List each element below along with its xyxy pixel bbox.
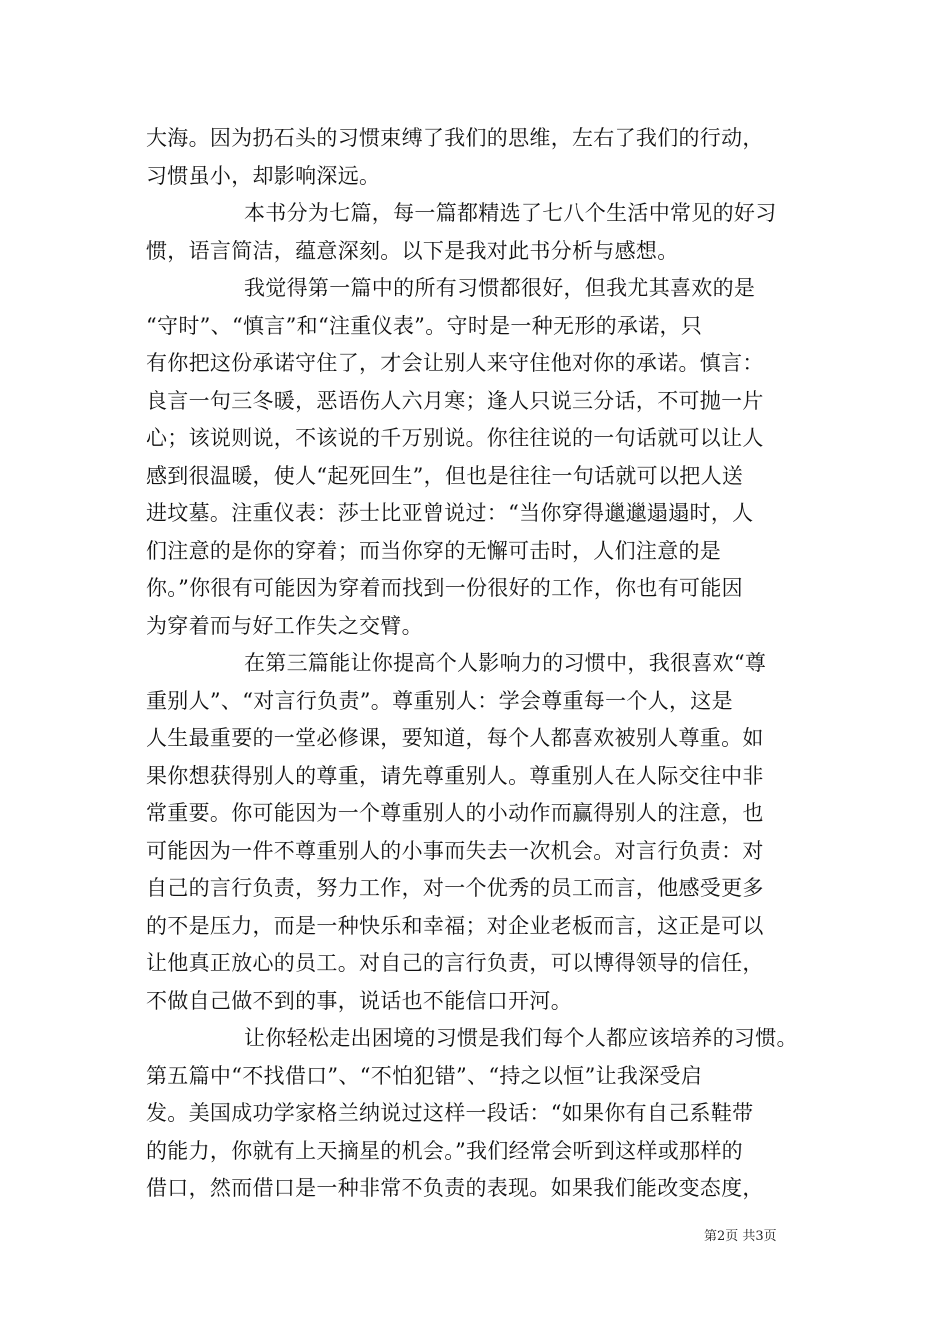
text-line: 让他真正放心的员工。对自己的言行负责，可以博得领导的信任， [146, 951, 764, 975]
text-line: 第五篇中“不找借口”、“不怕犯错”、“持之以恒”让我深受启 [146, 1063, 703, 1088]
text-line: 在第三篇能让你提高个人影响力的习惯中，我很喜欢“尊 [244, 651, 767, 675]
text-line: 心；该说则说，不该说的千万别说。你往往说的一句话就可以让人 [146, 426, 764, 450]
body-text [146, 120, 806, 1208]
text-line: 发。美国成功学家格兰纳说过这样一段话：“如果你有自己系鞋带 [146, 1101, 754, 1125]
text-line: 感到很温暖，使人“起死回生”，但也是往往一句话就可以把人送 [146, 463, 744, 488]
text-line: 自己的言行负责，努力工作，对一个优秀的员工而言，他感受更多 [146, 876, 764, 900]
text-line: 惯，语言简洁，蕴意深刻。以下是我对此书分析与感想。 [146, 238, 679, 263]
text-line: 果你想获得别人的尊重，请先尊重别人。尊重别人在人际交往中非 [146, 763, 764, 788]
text-line: 们注意的是你的穿着；而当你穿的无懈可击时，人们注意的是 [146, 538, 722, 563]
text-line: 让你轻松走出困境的习惯是我们每个人都应该培养的习惯。 [244, 1026, 798, 1050]
text-line: 我觉得第一篇中的所有习惯都很好，但我尤其喜欢的是 [244, 276, 756, 300]
text-line: 的不是压力，而是一种快乐和幸福；对企业老板而言，这正是可以 [146, 913, 764, 938]
text-line: 你。”你很有可能因为穿着而找到一份很好的工作，你也有可能因 [146, 576, 743, 600]
text-line: 重别人”、“对言行负责”。尊重别人：学会尊重每一个人，这是 [146, 688, 733, 713]
text-line: 借口，然而借口是一种非常不负责的表现。如果我们能改变态度， [146, 1176, 764, 1200]
text-line: 大海。因为扔石头的习惯束缚了我们的思维，左右了我们的行动， [146, 126, 764, 150]
text-line: 人生最重要的一堂必修课，要知道，每个人都喜欢被别人尊重。如 [146, 726, 764, 750]
page-footer: 第2页 共3页 [704, 1229, 777, 1244]
text-line: 的能力，你就有上天摘星的机会。”我们经常会听到这样或那样的 [146, 1138, 743, 1163]
text-line: 习惯虽小，却影响深远。 [146, 163, 381, 188]
text-line: 有你把这份承诺守住了，才会让别人来守住他对你的承诺。慎言： [146, 351, 764, 375]
text-line: 常重要。你可能因为一个尊重别人的小动作而赢得别人的注意，也 [146, 801, 764, 825]
text-line: 良言一句三冬暖，恶语伤人六月寒；逢人只说三分话，不可抛一片 [146, 388, 764, 413]
text-line: 可能因为一件不尊重别人的小事而失去一次机会。对言行负责：对 [146, 838, 764, 863]
text-line: 为穿着而与好工作失之交臂。 [146, 613, 423, 638]
text-line: 不做自己做不到的事，说话也不能信口开河。 [146, 988, 572, 1013]
text-line: “守时”、“慎言”和“注重仪表”。守时是一种无形的承诺，只 [146, 313, 703, 338]
text-line: 本书分为七篇，每一篇都精选了七八个生活中常见的好习 [244, 201, 777, 225]
text-line: 进坟墓。注重仪表：莎士比亚曾说过：“当你穿得邋邋遢遢时，人 [146, 501, 754, 525]
